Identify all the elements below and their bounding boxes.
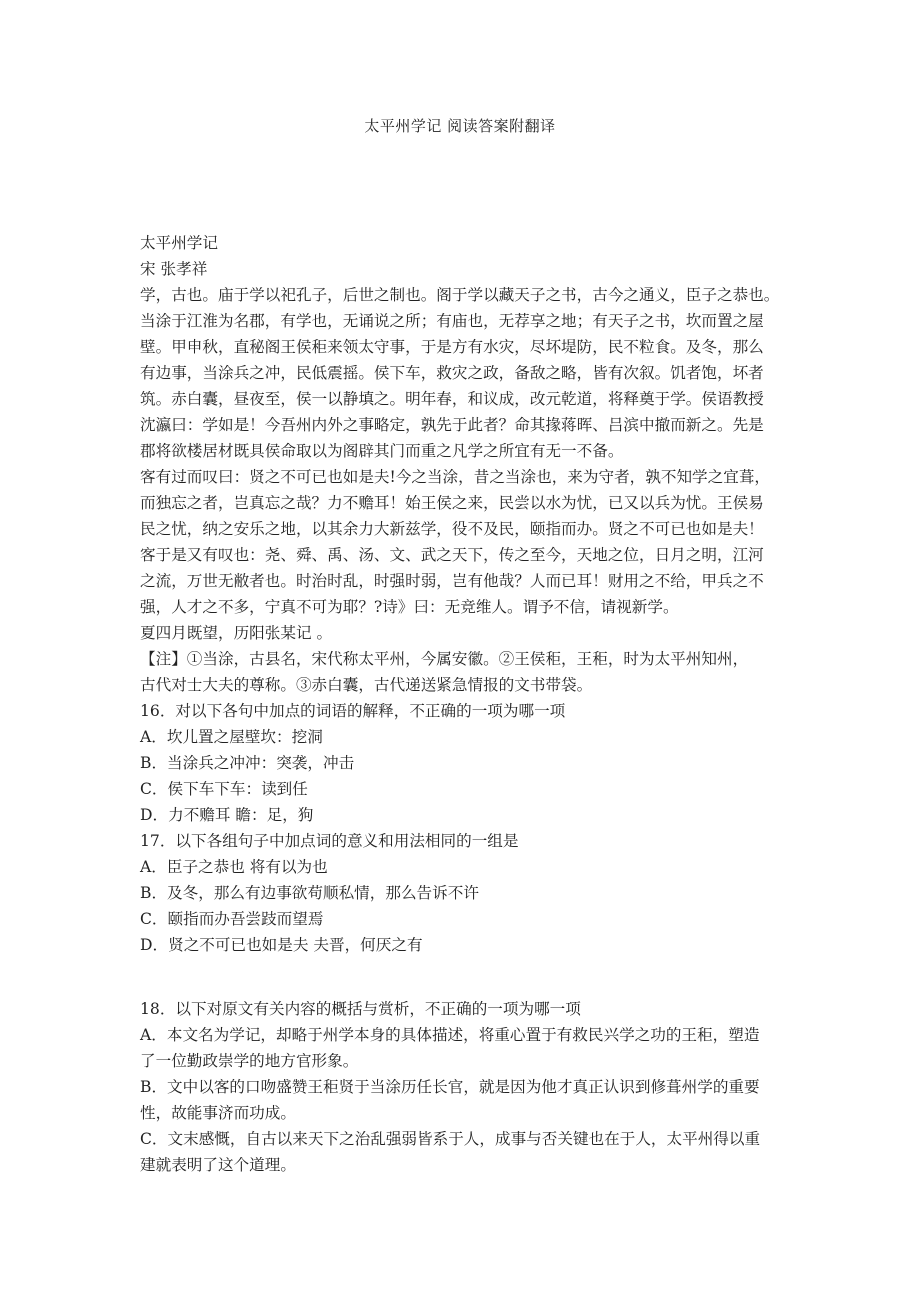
text-line: 古代对士大夫的尊称。③赤白囊，古代递送紧急情报的文书带袋。 xyxy=(140,676,593,694)
text-line: 民之忧，纳之安乐之地，以其余力大新兹学，役不及民，颐指而办。贤之不可已也如是夫！ xyxy=(140,520,764,538)
text-line: 夏四月既望，历阳张某记 。 xyxy=(140,624,333,642)
passage-section xyxy=(140,230,790,958)
text-line: 18．以下对原文有关内容的概括与赏析，不正确的一项为哪一项 xyxy=(140,1000,581,1018)
text-line: B．当涂兵之冲冲：突袭，冲击 xyxy=(140,754,355,772)
text-line: 【注】①当涂，古县名，宋代称太平州，今属安徽。②王侯秬，王秬，时为太平州知州， xyxy=(140,650,749,668)
text-line: 客于是又有叹也：尧、舜、禹、汤、文、武之天下，传之至今，天地之位，日月之明，江河 xyxy=(140,546,764,564)
text-line: D．力不赡耳 瞻：足，狗 xyxy=(140,806,314,824)
text-line: 强，人才之不多，宁真不可为耶？?诗》曰：无竞维人。谓予不信，请视新学。 xyxy=(140,598,679,616)
text-line: C．文末感慨，自古以来天下之治乱强弱皆系于人，成事与否关键也在于人，太平州得以重 xyxy=(140,1130,761,1148)
text-line: 太平州学记 xyxy=(140,234,218,252)
text-line: 了一位勤政崇学的地方官形象。 xyxy=(140,1052,359,1070)
question-18-section xyxy=(140,996,790,1178)
text-line: A．本文名为学记，却略于州学本身的具体描述，将重心置于有救民兴学之功的王秬，塑造 xyxy=(140,1026,760,1044)
text-line: 客有过而叹曰：贤之不可已也如是夫!今之当涂，昔之当涂也，来为守者，孰不知学之宜葺， xyxy=(140,468,771,486)
section-gap xyxy=(140,958,790,984)
text-line: 沈瀛曰：学如是！今吾州内外之事略定，孰先于此者？命其掾蒋晖、吕滨中撤而新之。先是 xyxy=(140,416,764,434)
text-line: 16．对以下各句中加点的词语的解释，不正确的一项为哪一项 xyxy=(140,702,566,720)
text-line: A．臣子之恭也 将有以为也 xyxy=(140,858,328,876)
text-line: B．及冬，那么有边事欲苟顺私情，那么告诉不许 xyxy=(140,884,479,902)
text-line: A．坎儿置之屋壁坎：挖洞 xyxy=(140,728,323,746)
section-gap xyxy=(140,984,790,996)
text-line: C．侯下车下车：读到任 xyxy=(140,780,308,798)
text-line: 而独忘之者，岂真忘之哉？力不赡耳！始王侯之来，民尝以水为忧，已又以兵为忧。王侯易 xyxy=(140,494,764,512)
text-line: 筑。赤白囊，昼夜至，侯一以静填之。明年春，和议成，改元乾道，将释奠于学。侯语教授 xyxy=(140,390,764,408)
text-line: 建就表明了这个道理。 xyxy=(140,1156,296,1174)
text-line: C．颐指而办吾尝跂而望焉 xyxy=(140,910,324,928)
text-line: 当涂于江淮为名郡，有学也，无诵说之所；有庙也，无荐享之地；有天子之书，坎而置之屋 xyxy=(140,312,764,330)
text-line: 郡将欲楼居材既具侯命取以为阁辟其门而重之凡学之所宜有无一不备。 xyxy=(140,442,624,460)
document-body xyxy=(140,230,790,1178)
text-line: B．文中以客的口吻盛赞王秬贤于当涂历任长官，就是因为他才真正认识到修葺州学的重要 xyxy=(140,1078,760,1096)
text-line: 17．以下各组句子中加点词的意义和用法相同的一组是 xyxy=(140,832,519,850)
text-line: 宋 张孝祥 xyxy=(140,260,208,278)
text-line: 之流，万世无敝者也。时治时乱，时强时弱，岂有他哉？人而已耳！财用之不给，甲兵之不 xyxy=(140,572,764,590)
text-line: D．贤之不可已也如是夫 夫晋，何厌之有 xyxy=(140,936,423,954)
text-line: 壁。甲申秋，直秘阁王侯秬来领太守事，于是方有水灾，尽坏堤防，民不粒食。及冬，那么 xyxy=(140,338,764,356)
text-line: 性，故能事济而功成。 xyxy=(140,1104,296,1122)
text-line: 学，古也。庙于学以祀孔子，后世之制也。阁于学以藏天子之书，古今之通义，臣子之恭也。 xyxy=(140,286,780,304)
text-line: 有边事，当涂兵之冲，民低震摇。侯下车，救灾之政，备敌之略，皆有次叙。饥者饱，坏者 xyxy=(140,364,764,382)
document-title: 太平州学记 阅读答案附翻译 xyxy=(364,117,556,135)
